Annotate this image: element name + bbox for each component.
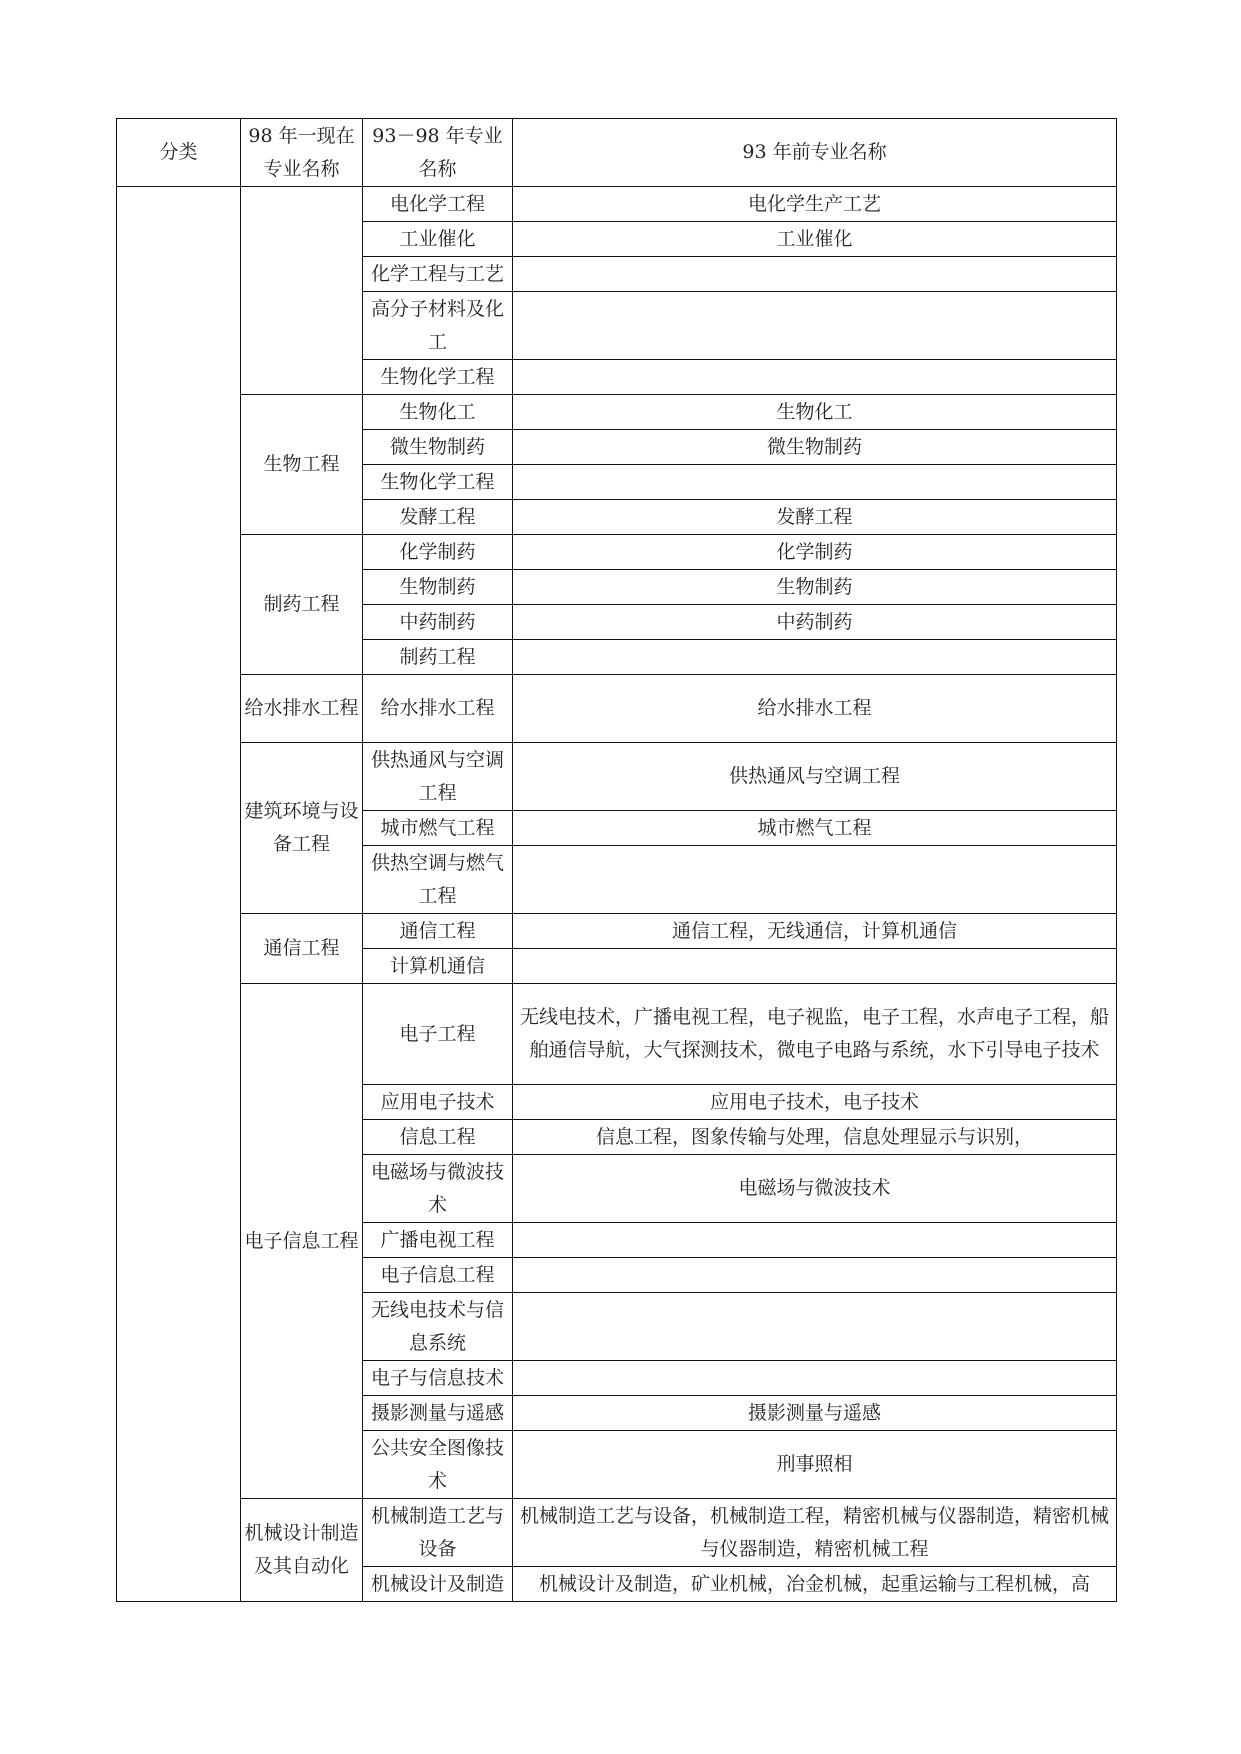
mid-major-cell: 机械制造工艺与设备: [363, 1499, 513, 1567]
old-major-cell: 工业催化: [513, 222, 1117, 257]
table-row: [117, 914, 1117, 949]
category-cell: [117, 187, 241, 1602]
current-major-cell: 制药工程: [241, 535, 363, 675]
mid-major-cell: 给水排水工程: [363, 675, 513, 743]
current-major-cell: 通信工程: [241, 914, 363, 984]
table-row: [117, 743, 1117, 811]
old-major-cell: 电磁场与微波技术: [513, 1155, 1117, 1223]
header-mid-name: 93－98 年专业名称: [363, 119, 513, 187]
old-major-cell: 生物化工: [513, 395, 1117, 430]
header-old-name: 93 年前专业名称: [513, 119, 1117, 187]
mid-major-cell: 化学制药: [363, 535, 513, 570]
old-major-cell: 刑事照相: [513, 1431, 1117, 1499]
header-current-name: 98 年一现在专业名称: [241, 119, 363, 187]
mid-major-cell: 发酵工程: [363, 500, 513, 535]
old-major-cell: 发酵工程: [513, 500, 1117, 535]
mid-major-cell: 通信工程: [363, 914, 513, 949]
current-major-cell: [241, 187, 363, 395]
mid-major-cell: 应用电子技术: [363, 1085, 513, 1120]
mid-major-cell: 电磁场与微波技术: [363, 1155, 513, 1223]
current-major-cell: 给水排水工程: [241, 675, 363, 743]
old-major-cell: 无线电技术，广播电视工程，电子视监，电子工程，水声电子工程，船舶通信导航，大气探测技术，微电子电路与系统，水下引导电子技术: [513, 984, 1117, 1085]
mid-major-cell: 信息工程: [363, 1120, 513, 1155]
old-major-cell: 机械制造工艺与设备，机械制造工程，精密机械与仪器制造，精密机械与仪器制造，精密机械工程: [513, 1499, 1117, 1567]
old-major-cell: [513, 292, 1117, 360]
major-name-table: [116, 118, 1117, 1602]
mid-major-cell: 生物化学工程: [363, 465, 513, 500]
mid-major-cell: 公共安全图像技术: [363, 1431, 513, 1499]
current-major-cell: 生物工程: [241, 395, 363, 535]
mid-major-cell: 电子信息工程: [363, 1258, 513, 1293]
mid-major-cell: 广播电视工程: [363, 1223, 513, 1258]
old-major-cell: [513, 640, 1117, 675]
mid-major-cell: 计算机通信: [363, 949, 513, 984]
old-major-cell: 微生物制药: [513, 430, 1117, 465]
old-major-cell: 供热通风与空调工程: [513, 743, 1117, 811]
old-major-cell: [513, 257, 1117, 292]
mid-major-cell: 中药制药: [363, 605, 513, 640]
mid-major-cell: 制药工程: [363, 640, 513, 675]
mid-major-cell: 电化学工程: [363, 187, 513, 222]
mid-major-cell: 工业催化: [363, 222, 513, 257]
current-major-cell: 建筑环境与设备工程: [241, 743, 363, 914]
mid-major-cell: 生物制药: [363, 570, 513, 605]
mid-major-cell: 电子与信息技术: [363, 1361, 513, 1396]
table-row: [117, 395, 1117, 430]
table-row: [117, 984, 1117, 1085]
mid-major-cell: 化学工程与工艺: [363, 257, 513, 292]
old-major-cell: 机械设计及制造，矿业机械，冶金机械，起重运输与工程机械，高: [513, 1567, 1117, 1602]
header-row: [117, 119, 1117, 187]
old-major-cell: 化学制药: [513, 535, 1117, 570]
mid-major-cell: 城市燃气工程: [363, 811, 513, 846]
table-row: [117, 535, 1117, 570]
mid-major-cell: 机械设计及制造: [363, 1567, 513, 1602]
old-major-cell: [513, 949, 1117, 984]
old-major-cell: 生物制药: [513, 570, 1117, 605]
old-major-cell: [513, 1258, 1117, 1293]
current-major-cell: 机械设计制造及其自动化: [241, 1499, 363, 1602]
old-major-cell: 应用电子技术，电子技术: [513, 1085, 1117, 1120]
old-major-cell: 通信工程，无线通信，计算机通信: [513, 914, 1117, 949]
mid-major-cell: 电子工程: [363, 984, 513, 1085]
old-major-cell: [513, 1293, 1117, 1361]
mid-major-cell: 生物化学工程: [363, 360, 513, 395]
old-major-cell: 给水排水工程: [513, 675, 1117, 743]
old-major-cell: [513, 1361, 1117, 1396]
mid-major-cell: 生物化工: [363, 395, 513, 430]
table-row: [117, 675, 1117, 743]
mid-major-cell: 供热通风与空调工程: [363, 743, 513, 811]
table-row: [117, 1499, 1117, 1567]
old-major-cell: 电化学生产工艺: [513, 187, 1117, 222]
old-major-cell: [513, 846, 1117, 914]
old-major-cell: 摄影测量与遥感: [513, 1396, 1117, 1431]
current-major-cell: 电子信息工程: [241, 984, 363, 1499]
old-major-cell: 城市燃气工程: [513, 811, 1117, 846]
old-major-cell: [513, 360, 1117, 395]
old-major-cell: [513, 1223, 1117, 1258]
mid-major-cell: 无线电技术与信息系统: [363, 1293, 513, 1361]
header-category: 分类: [117, 119, 241, 187]
mid-major-cell: 高分子材料及化工: [363, 292, 513, 360]
table-row: [117, 187, 1117, 222]
old-major-cell: [513, 465, 1117, 500]
mid-major-cell: 微生物制药: [363, 430, 513, 465]
mid-major-cell: 摄影测量与遥感: [363, 1396, 513, 1431]
old-major-cell: 中药制药: [513, 605, 1117, 640]
old-major-cell: 信息工程，图象传输与处理，信息处理显示与识别，: [513, 1120, 1117, 1155]
mid-major-cell: 供热空调与燃气工程: [363, 846, 513, 914]
